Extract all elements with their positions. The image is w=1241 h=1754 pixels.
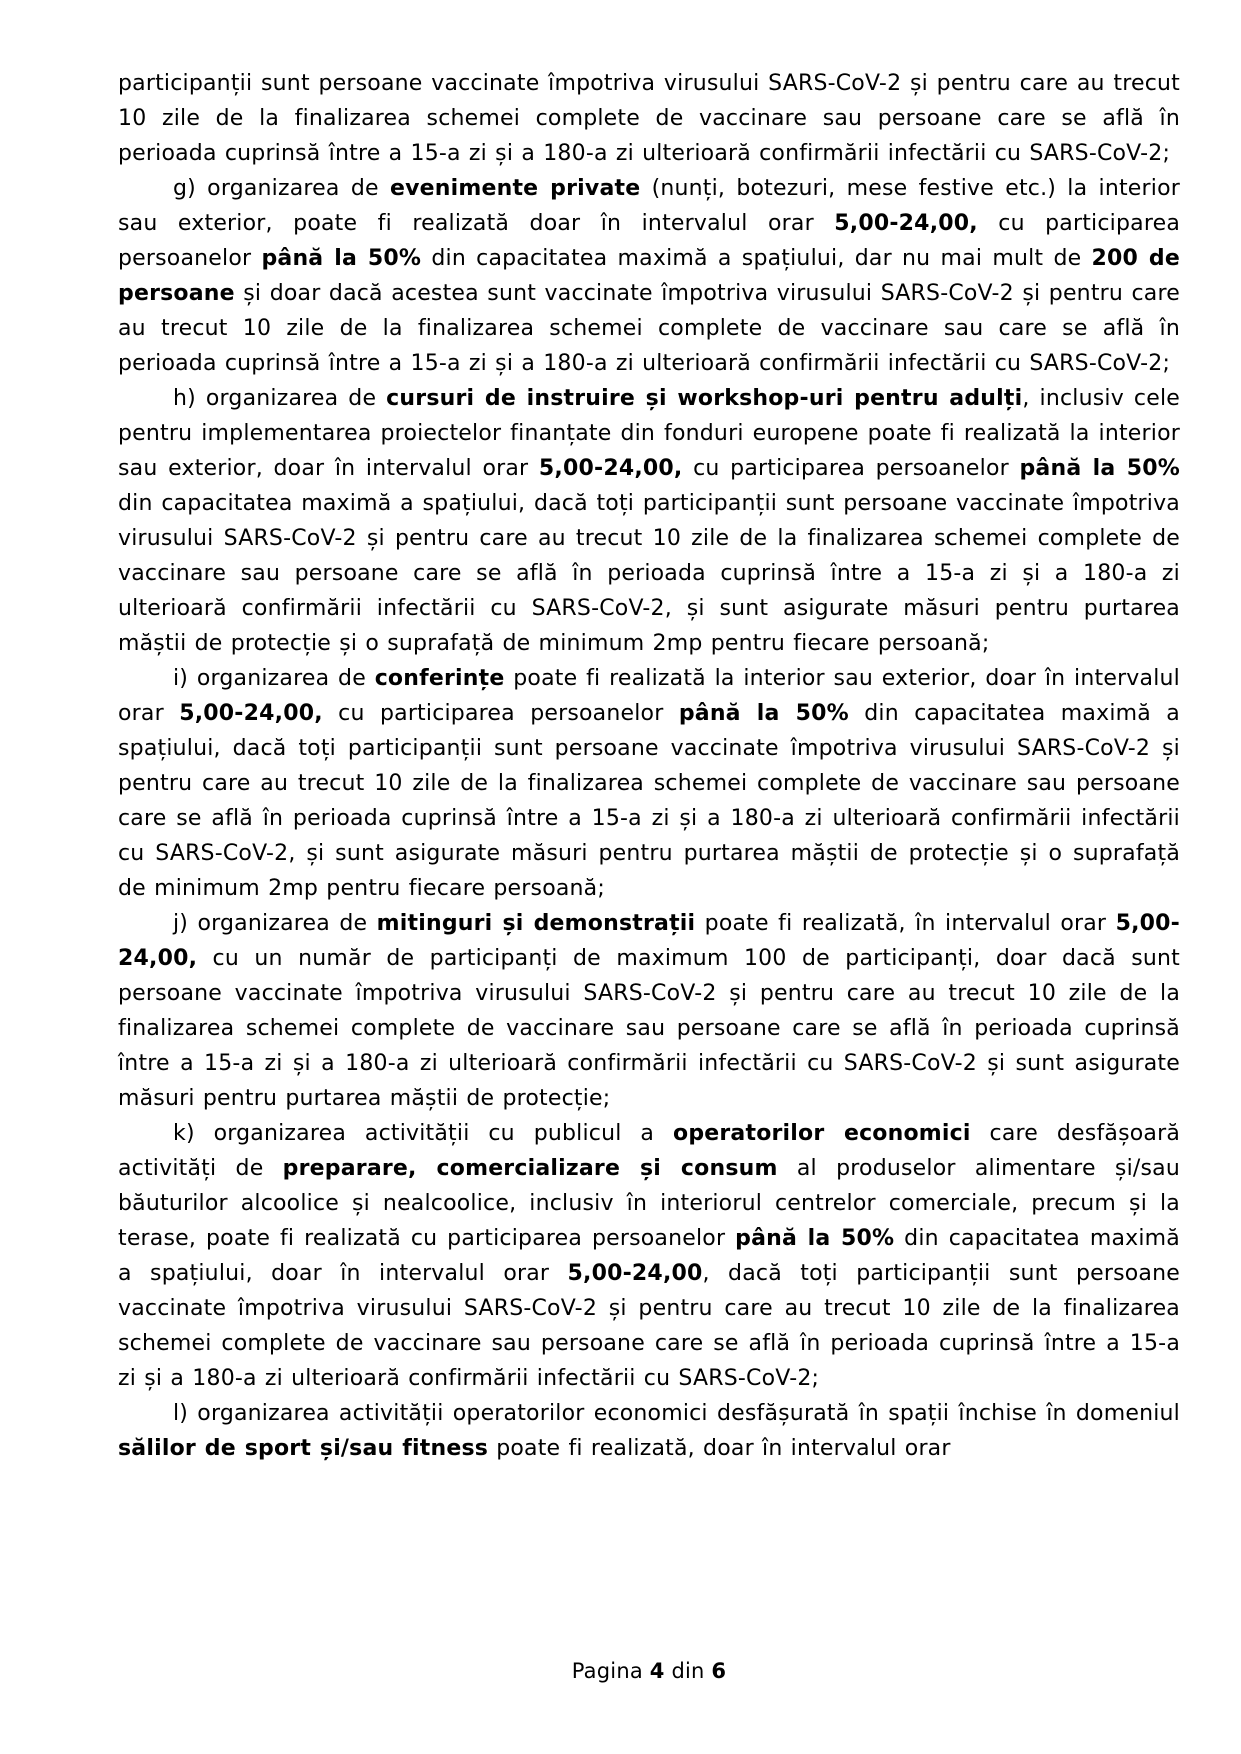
text-run-bold: sălilor de sport și/sau fitness bbox=[118, 1436, 489, 1461]
text-run-bold: evenimente private bbox=[389, 176, 641, 201]
text-run-bold: cursuri de instruire și workshop-uri pentru adulți bbox=[386, 386, 1023, 411]
text-run-bold: operatorilor economici bbox=[673, 1121, 971, 1146]
text-run: din capacitatea maximă a spațiului, doar în intervalul orar bbox=[118, 1226, 1180, 1286]
text-run: (nunți, botezuri, mese festive etc.) la interior sau exterior, poate fi realizată doar în intervalul orar bbox=[118, 176, 1180, 236]
text-run-bold: până la 50% bbox=[735, 1226, 895, 1251]
text-run-bold: 6 bbox=[711, 1659, 727, 1683]
paragraph-item-g bbox=[118, 171, 1180, 381]
paragraph-continuation bbox=[118, 66, 1180, 171]
text-run: h) organizarea de bbox=[173, 386, 387, 411]
text-run-bold: până la 50% bbox=[1019, 456, 1180, 481]
text-run-bold: până la 50% bbox=[261, 246, 422, 271]
text-run: din capacitatea maximă a spațiului, dacă toți participanții sunt persoane vaccinate împotriva virusului SARS-CoV-2 și pentru care au trecut 10 zile de la finalizarea schemei complete de vaccinare sau persoane care se află în perioada cuprinsă între a 15-a zi și a 180-a zi ulterioară confirmării infectării cu SARS-CoV-2, și sunt asigurate măsuri pentru purtarea măștii de protecție și o suprafață de minimum 2mp pentru fiecare persoană; bbox=[118, 701, 1180, 901]
text-run: Pagina bbox=[571, 1659, 650, 1683]
text-run: j) organizarea de bbox=[173, 911, 377, 936]
text-run-bold: 5,00-24,00 bbox=[567, 1261, 703, 1286]
paragraph-item-l bbox=[118, 1396, 1180, 1466]
text-run: cu un număr de participanți de maximum 100 de participanți, doar dacă sunt persoane vaccinate împotriva virusului SARS-CoV-2 și pentru care au trecut 10 zile de la finalizarea schemei complete de vaccinare sau persoane care se află în perioada cuprinsă între a 15-a zi și a 180-a zi ulterioară confirmării infectării cu SARS-CoV-2 și sunt asigurate măsuri pentru purtarea măștii de protecție; bbox=[118, 946, 1180, 1111]
text-run-bold: 5,00-24,00, bbox=[118, 911, 1180, 971]
text-run: participanții sunt persoane vaccinate împotriva virusului SARS-CoV-2 și pentru care au trecut 10 zile de la finalizarea schemei complete de vaccinare sau persoane care se află în perioada cuprinsă între a 15-a zi și a 180-a zi ulterioară confirmării infectării cu SARS-CoV-2; bbox=[118, 71, 1180, 166]
paragraph-item-j bbox=[118, 906, 1180, 1116]
text-run-bold: mitinguri și demonstrații bbox=[376, 911, 696, 936]
paragraph-item-i bbox=[118, 661, 1180, 906]
text-run: din bbox=[664, 1659, 712, 1683]
text-run-bold: conferințe bbox=[374, 666, 505, 691]
text-run: poate fi realizată, doar în intervalul orar bbox=[488, 1436, 951, 1461]
text-run: din capacitatea maximă a spațiului, dar nu mai mult de bbox=[421, 246, 1092, 271]
text-run: , dacă toți participanții sunt persoane vaccinate împotriva virusului SARS-CoV-2 și pentru care au trecut 10 zile de la finalizarea schemei complete de vaccinare sau persoane care se află în perioada cuprinsă între a 15-a zi și a 180-a zi ulterioară confirmării infectării cu SARS-CoV-2; bbox=[118, 1261, 1180, 1391]
paragraph-item-k bbox=[118, 1116, 1180, 1396]
text-run: care desfășoară activități de bbox=[118, 1121, 1181, 1181]
text-run: poate fi realizată, în intervalul orar bbox=[695, 911, 1116, 936]
text-run-bold: preparare, comercializare și consum bbox=[282, 1156, 778, 1181]
text-run: l) organizarea activității operatorilor economici desfășurată în spații închise în domeniul bbox=[173, 1401, 1180, 1426]
text-run: k) organizarea activității cu publicul a bbox=[173, 1121, 673, 1146]
text-run: poate fi realizată la interior sau exterior, doar în intervalul orar bbox=[118, 666, 1180, 726]
text-run-bold: 5,00-24,00, bbox=[179, 701, 323, 726]
text-run: al produselor alimentare și/sau băuturilor alcoolice și nealcoolice, inclusiv în interiorul centrelor comerciale, precum și la terase, poate fi realizată cu participarea persoanelor bbox=[118, 1156, 1180, 1251]
text-run: cu participarea persoanelor bbox=[682, 456, 1020, 481]
text-run: i) organizarea de bbox=[173, 666, 375, 691]
text-run: cu participarea persoanelor bbox=[322, 701, 679, 726]
text-run-bold: 5,00-24,00, bbox=[538, 456, 683, 481]
text-run: g) organizarea de bbox=[173, 176, 390, 201]
document-body bbox=[118, 66, 1180, 1466]
page-footer bbox=[118, 1656, 1180, 1686]
text-run: și doar dacă acestea sunt vaccinate împotriva virusului SARS-CoV-2 și pentru care au trecut 10 zile de la finalizarea schemei complete de vaccinare sau care se află în perioada cuprinsă între a 15-a zi și a 180-a zi ulterioară confirmării infectării cu SARS-CoV-2; bbox=[118, 281, 1180, 376]
text-run-bold: 200 de persoane bbox=[118, 246, 1181, 306]
text-run: cu participarea persoanelor bbox=[118, 211, 1181, 271]
text-run-bold: 5,00-24,00, bbox=[834, 211, 978, 236]
text-run-bold: 4 bbox=[649, 1659, 665, 1683]
paragraph-item-h bbox=[118, 381, 1180, 661]
text-run-bold: până la 50% bbox=[678, 701, 849, 726]
text-run: , inclusiv cele pentru implementarea proiectelor finanțate din fonduri europene poate fi realizată la interior sau exterior, doar în intervalul orar bbox=[118, 386, 1180, 481]
text-run: din capacitatea maximă a spațiului, dacă toți participanții sunt persoane vaccinate împotriva virusului SARS-CoV-2 și pentru care au trecut 10 zile de la finalizarea schemei complete de vaccinare sau persoane care se află în perioada cuprinsă între a 15-a zi și a 180-a zi ulterioară confirmării infectării cu SARS-CoV-2, și sunt asigurate măsuri pentru purtarea măștii de protecție și o suprafață de minimum 2mp pentru fiecare persoană; bbox=[118, 491, 1180, 656]
